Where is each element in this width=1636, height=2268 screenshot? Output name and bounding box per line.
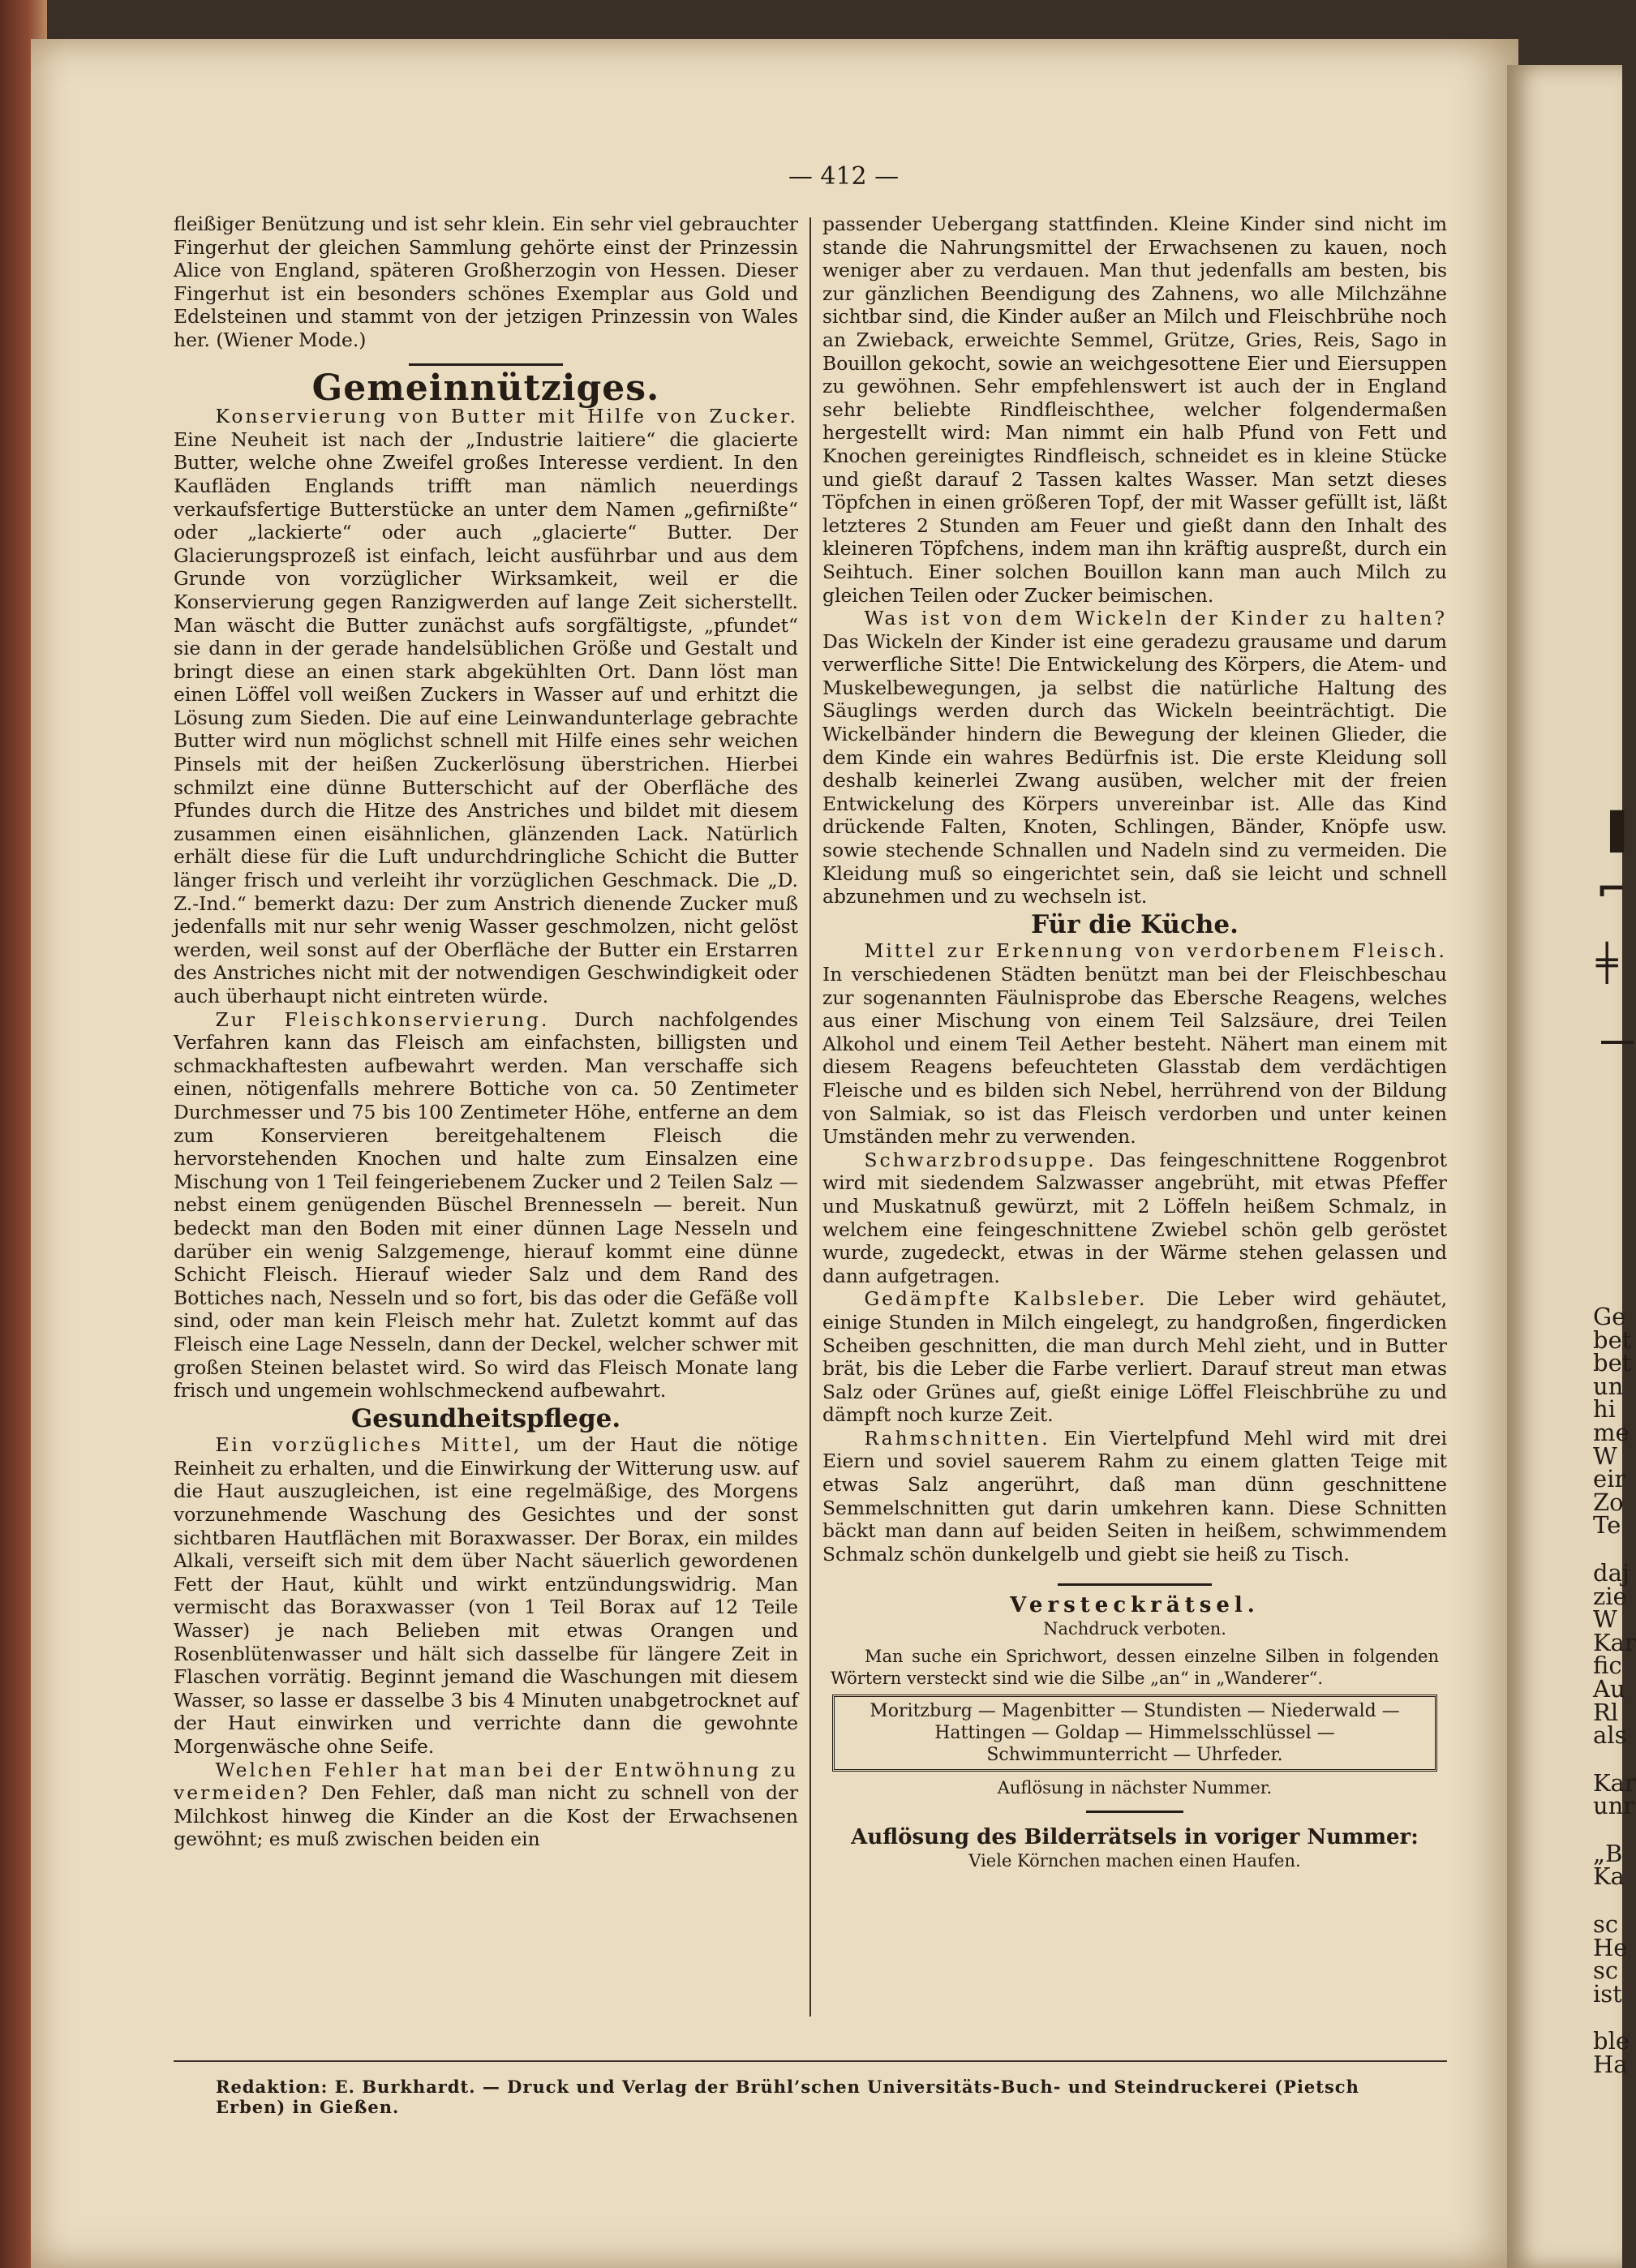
article-fleisch-text: Durch nachfolgendes Verfahren kann das Fleisch am einfachsten, billigsten und schmackhaftesten aufbewahrt werden. Man verschaffe sich einen, nötigenfalls mehrere Bottiche von ca. 50 Zentimeter Durchmesser und 75 bis 100 Zentimeter Höhe, entferne an dem zum Konservieren bereitgehaltenem Fleisch die hervorstehenden Knochen und halte zum Einsalzen eine Mischung von 1 Teil feingeriebenem Zucker und 2 Teilen Salz — nebst einem genügenden Büschel Brennesseln — bereit. Nun bedeckt man den Boden mit einer dünnen Lage Nesseln und darüber ein wenig Salzgemenge, hierauf kommt eine dünne Schicht Fleisch. Hierauf wieder Salz und dem Rand des Bottiches nach, Nesseln und so fort, bis das oder die Gefäße voll sind, oder man kein Fleisch mehr hat. Zuletzt kommt auf das Fleisch eine Lage Nesseln, dann der Deckel, welcher schwer mit großen Steinen belastet wird. So wird das Fleisch Monate lang frisch und ungemein wohlschmeckend aufbewahrt. [174,1007,799,1402]
edge-fragment-line: Ka [1593,1862,1625,1891]
article-leber-text: Die Leber wird gehäutet, einige Stunden in Milch eingelegt, zu handgroßen, fingerdicken Scheiben geschnitten, die man durch Mehl zieht, und in Butter brät, bis die Leber die Farbe verliert. Darauf streut man etwas Salz oder Grünes auf, gießt einige Löffel Fleischbrühe zu und dämpft noch kurze Zeit. [822,1287,1447,1427]
edge-fragment-block-3 [1507,1768,1636,1820]
edge-fragment-block-1 [1507,1303,1632,1540]
solution-text: Viele Körnchen machen einen Haufen. [968,1850,1301,1871]
article-wickeln-text: Das Wickeln der Kinder ist eine geradezu grausame und darum verwerfliche Sitte! Die Entwickelung des Körpers, die Atem- und Muskelbewegungen, ja selbst die natürliche Haltung des Säuglings werden durch das Wickeln beeinträchtigt. Die Wickelbänder hindern die Bewegung der kleinen Glieder, die dem Kinde ein wahres Bedürfnis ist. Die erste Kleidung soll deshalb keinerlei Zwang ausüben, welcher mit der freien Entwickelung des Körpers unvereinbar ist. Alle das Kind drückende Falten, Knoten, Schlingen, Bänder, Knöpfe usw. sowie stechende Schnallen und Nadeln sind zu vermeiden. Die Kleidung muß so eingerichtet sein, daß sie leicht und schnell abzunehmen und zu wechseln ist. [822,629,1447,908]
puzzle-instructions: Man suche ein Sprichwort, dessen einzelne Silben in folgenden Wörtern versteckt sind wie die Silbe „an“ in „Wanderer“. [831,1646,1439,1688]
article-butter-title: Konservierung von Butter mit Hilfe von Zucker. [215,405,798,428]
heading-gesundheitspflege: Gesundheitspflege. [350,1403,621,1433]
edge-fragment-line: eir [1593,1465,1626,1493]
adjacent-page-edge [1507,65,1636,2268]
edge-fragment-line: hi [1593,1395,1616,1424]
edge-fragment-line: Zo [1593,1488,1624,1516]
edge-fragment-line: ist [1593,1979,1622,2008]
right-column [822,213,1447,1872]
article-mittel-text: um der Haut die nötige Reinheit zu erhalten, und die Einwirkung der Witterung usw. auf die Haut auszugleichen, ist eine regelmäßige, des Morgens vorzunehmende Waschung des Gesichtes und der sonst sichtbaren Hautflächen mit Boraxwasser. Der Borax, ein mildes Alkali, verseift sich mit dem über Nacht säuerlich gewordenen Fett der Haut, kühlt und wirkt entzündungswidrig. Man vermischt das Boraxwasser (von 1 Teil Borax auf 12 Teile Wasser) je nach Belieben mit etwas Orangen und Rosenblütenwasser und hält sich dasselbe für längere Zeit in Flaschen vorrätig. Beginnt jemand die Waschungen mit diesem Wasser, so lasse er dasselbe 3 bis 4 Minuten unabgetrocknet auf der Haut einwirken und verrichte dann die gewohnte Morgenwäsche ohne Seife. [174,1433,798,1758]
solution-rule [1086,1811,1183,1813]
edge-fragment-line: „B [1593,1839,1623,1867]
article-wickeln [822,607,1447,908]
edge-fragment-line: sc [1593,1957,1619,1985]
article-rahmschnitten [822,1427,1447,1566]
edge-fragment-line: bet [1593,1325,1632,1354]
article-verdorben-text: In verschiedenen Städten benützt man bei der Fleischbeschau zur sogenannten Fäulnisprobe das Ebersche Reagens, welches aus einer Mischung von einem Teil Salzsäure, drei Teilen Alkohol und einem Teil Aether besteht. Nähert man einem mit diesem Reagens befeuchteten Glasstab dem verdächtigen Fleische und es bilden sich Nebel, herrührend von der Bildung von Salmiak, so ist das Fleisch verdorben und unter keinen Umständen mehr zu verwenden. [822,963,1447,1149]
puzzle-copyright-note: Nachdruck verboten. [1043,1619,1226,1639]
edge-fragment-line: sc [1593,1910,1619,1939]
edge-fragment-line: me [1593,1418,1630,1446]
article-kalbsleber [822,1287,1447,1427]
article-leber-title: Gedämpfte Kalbsleber. [864,1287,1148,1311]
edge-fragment-line: zie [1593,1582,1627,1610]
article-entwoehnung [174,1759,798,1851]
edge-fragment-line: Rl [1593,1698,1619,1726]
article-mittel-title: Ein vorzügliches Mittel, [215,1433,522,1457]
article-mittel-haut [174,1433,798,1758]
page-number: — 412 — [788,162,900,191]
edge-fragment-line: fic [1593,1652,1622,1680]
edge-fragment-line: unr [1593,1792,1635,1820]
article-schwarzbrodsuppe [822,1149,1447,1288]
heading-gemeinnuetziges: Gemeinnütziges. [311,367,660,409]
edge-fragment-block-2 [1507,1558,1636,1750]
edge-fragment-line: bet [1593,1349,1632,1377]
edge-fragment-line: Ha [1593,2051,1628,2079]
edge-fragment-line: He [1593,1933,1628,1961]
edge-fragment-line: Te [1593,1511,1621,1540]
article-butter [174,405,798,1007]
edge-fragment-line: Au [1593,1674,1625,1703]
footer-rule [174,2060,1447,2062]
article-suppe-title: Schwarzbrodsuppe. [864,1148,1097,1171]
article-wickeln-title: Was ist von dem Wickeln der Kinder zu halten? [864,607,1447,630]
edge-rule [1601,1041,1634,1044]
edge-fragment-line: daj [1593,1558,1630,1587]
article-verdorbenes-fleisch [822,939,1447,1148]
article-verdorben-title: Mittel zur Erkennung von verdorbenem Fleisch. [864,939,1447,963]
article-entw-text: Den Fehler, daß man nicht zu schnell von der Milchkost hinweg die Kinder an die Kost der Erwachsenen gewöhnt; es muß zwischen beiden ein [174,1781,798,1851]
edge-fragment-line: Kar [1593,1768,1636,1797]
imprint-footer: Redaktion: E. Burkhardt. — Druck und Verlag der Brühl’schen Universitäts-Buch- und Steindruckerei (Pietsch Erben) in Gießen. [216,2077,1359,2117]
edge-fragment-line: W [1593,1441,1617,1470]
article-butter-text: Eine Neuheit ist nach der „Industrie laitiere“ die glacierte Butter, welche ohne Zweifel großes Interesse verdient. In den Kaufläden Englands trifft man nämlich neuerdings verkaufsfertige Butterstücke an unter dem Namen „gefirnißte“ oder „lackierte“ oder auch „glacierte“ Butter. Der Glacierungsprozeß ist einfach, leicht ausführbar und aus dem Grunde von vorzüglicher Wirksamkeit, weil er die Konservierung gegen Ranzigwerden auf lange Zeit sicherstellt. Man wäscht die Butter zunächst aufs sorgfältigste, „pfundet“ sie dann in der gerade handelsüblichen Größe und Gestalt und bringt diese an einen stark abgekühlten Ort. Dann löst man einen Löffel voll weißen Zuckers in Wasser auf und erhitzt die Lösung zum Sieden. Die auf eine Leinwandunterlage gebrachte Butter wird nun möglichst schnell mit Hilfe eines sehr weichen Pinsels mit der heißen Zuckerlösung überstrichen. Hierbei schmilzt eine dünne Butterschicht auf der Oberfläche des Pfundes durch die Hitze des Anstriches und bildet mit diesem zusammen einen eisähnlichen, glänzenden Lack. Natürlich erhält diese für die Luft undurchdringliche Schicht die Butter länger frisch und verleiht ihr vorzüglichen Geschmack. Die „D. Z.-Ind.“ bemerkt dazu: Der zum Anstrich dienende Zucker muß jedenfalls mit nur sehr wenig Wasser geschmolzen, nicht gelöst werden, weil sonst auf der Oberfläche der Butter ein Erstarren des Anstriches nicht mit der notwendigen Geschwindigkeit oder auch überhaupt nicht eintreten würde. [174,427,798,1007]
edge-fragment-block-4 [1507,1839,1625,1891]
left-column [174,213,798,1851]
paragraph-continuation: passender Uebergang stattfinden. Kleine Kinder sind nicht im stande die Nahrungsmittel der Erwachsenen zu kauen, noch weniger aber zu verdauen. Man thut jedenfalls am besten, bis zur gänzlichen Beendigung des Zahnens, wo alle Milchzähne sichtbar sind, die Kinder außer an Milch und Fleischbrühe noch an Zwieback, erweichte Semmel, Grütze, Gries, Reis, Sago in Bouillon gekocht, sowie an weichgesottene Eier und Eiersuppen zu gewöhnen. Sehr empfehlenswert ist auch der in England sehr beliebte Rindfleischthee, welcher folgendermaßen hergestellt wird: Man nimmt ein halb Pfund von Fett und Knochen gereinigtes Rindfleisch, schneidet es in kleine Stücke und gießt darauf 2 Tassen kaltes Wasser. Man setzt dieses Töpfchen in einen größeren Topf, der mit Wasser gefüllt ist, läßt letzteres 2 Stunden am Feuer und gießt dann den Inhalt des kleineren Töpfchens, indem man ihn kräftig auspreßt, durch ein Seihtuch. Einer solchen Bouillon kann man auch Milch zu gleichen Teilen oder Zucker beimischen. [822,213,1447,607]
puzzle-words-box: Moritzburg — Magenbitter — Stundisten — Niederwald — Hattingen — Goldap — Himmelsschlüssel — Schwimmunterricht — Uhrfeder. [832,1695,1437,1772]
edge-fragment-block-5 [1507,1910,1628,2008]
puzzle-solution-note: Auflösung in nächster Nummer. [997,1777,1273,1798]
article-fleisch-title: Zur Fleischkonservierung. [215,1007,550,1031]
edge-ornament-3: ╪ [1596,943,1618,984]
edge-fragment-line: un [1593,1372,1624,1400]
article-entw-title: Welchen Fehler hat man bei der Entwöhnung zu vermeiden? [174,1758,798,1805]
puzzle-rule [1058,1583,1212,1586]
edge-fragment-line: ble [1593,2027,1630,2055]
edge-ornament-2: ⌐ [1596,869,1626,910]
heading-kueche: Für die Küche. [1031,909,1239,939]
edge-fragment-block-6 [1507,2027,1630,2079]
edge-ornament: ▐ [1596,811,1624,853]
section-rule [409,363,563,366]
puzzle-title: Versteckrätsel. [1010,1593,1260,1618]
article-fleischkonservierung [174,1008,798,1402]
solution-heading: Auflösung des Bilderrätsels in voriger Nummer: [851,1825,1419,1850]
edge-fragment-line: Ge [1593,1303,1626,1330]
article-suppe-text: Das feingeschnittene Roggenbrot wird mit siedendem Salzwasser angebrüht, mit etwas Pfeffer und Muskatnuß gewürzt, mit 2 Löffeln heißem Schmalz, in welchem eine feingeschnittene Zwiebel schön gelb geröstet wurde, zugedeckt, etwas in der Wärme stehen gelassen und dann aufgetragen. [822,1148,1447,1287]
edge-fragment-line: W [1593,1605,1617,1634]
edge-fragment-line: als [1593,1721,1627,1750]
edge-fragment-line: Kar [1593,1628,1636,1656]
article-rahm-title: Rahmschnitten. [864,1426,1050,1450]
column-divider [809,217,811,2017]
article-rahm-text: Ein Viertelpfund Mehl wird mit drei Eiern und soviel sauerem Rahm zu einem glatten Teige mit etwas Salz angerührt, daß man dünn geschnittene Semmelschnitten gut darin umkehren kann. Diese Schnitten bäckt man dann auf beiden Seiten in heißem, schwimmendem Schmalz schön dunkelgelb und giebt sie heiß zu Tisch. [822,1426,1447,1566]
paragraph-fingerhut: fleißiger Benützung und ist sehr klein. Ein sehr viel gebrauchter Fingerhut der gleichen Sammlung gehörte einst der Prinzessin Alice von England, späteren Großherzogin von Hessen. Dieser Fingerhut ist ein besonders schönes Exemplar aus Gold und Edelsteinen und stammt von der jetzigen Prinzessin von Wales her. (Wiener Mode.) [174,213,798,351]
